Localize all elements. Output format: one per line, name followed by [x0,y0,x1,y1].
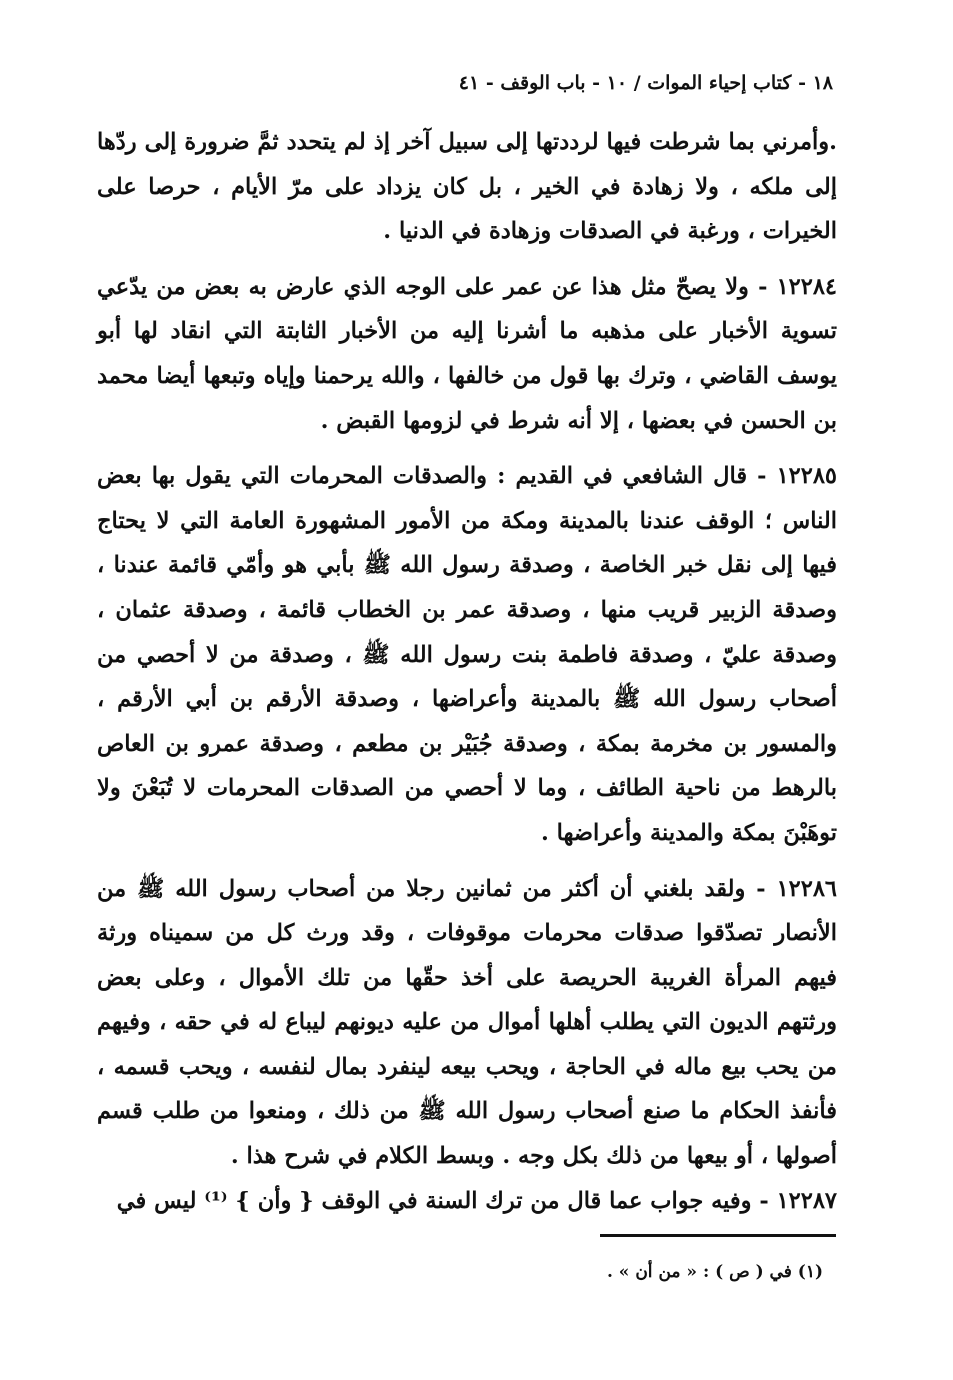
footnote-rule [600,1234,836,1237]
running-header-title: ١٨ - كتاب إحياء الموات / ١٠ - باب الوقف - ٤١ [458,72,833,94]
paragraph-number: ١٢٢٨٤ [776,273,837,300]
page-header [95,62,833,106]
paragraph-number: ١٢٢٨٧ [776,1187,837,1214]
paragraph-12287 [97,1179,837,1224]
paragraph-text: - ولا يصحّ مثل هذا عن عمر على الوجه الذي عارض به بعض من يدّعي تسوية الأخبار على مذهبه ما أشرنا إليه من الأخبار الثابتة التي انقاد لها أبو يوسف القاضي ، وترك بها قول من خالفها ، والله يرحمنا وإياه وتبعها أيضا محمد بن الحسن في بعضها ، إلا أنه شرط في لزومها القبض . [97,273,837,434]
paragraph-text: .وأمرني بما شرطت فيها لرددتها إلى سبيل آخر إذ لم يتحدد ثمَّ ضرورة إلى ردّها إلى ملكه ، ولا زهادة في الخير ، بل كان يزداد على مرّ الأيام ، حرصا على الخيرات ، ورغبة في الصدقات وزهادة في الدنيا . [97,129,837,245]
body-text [97,120,837,1223]
paragraph-number: ١٢٢٨٦ [776,875,837,902]
paragraph-12284 [97,265,837,443]
paragraph-number: ١٢٢٨٥ [776,463,837,490]
paragraph-text: - وفيه جواب عما قال من ترك السنة في الوقف { وأن } ⁽¹⁾ ليس في [116,1187,777,1214]
paragraph-12286 [97,867,837,1179]
paragraph-12285 [97,454,837,855]
paragraph-text: - ولقد بلغني أن أكثر من ثمانين رجلا من أصحاب رسول الله ﷺ من الأنصار تصدّقوا صدقات محرمات موقوفات ، وقد ورث كل من سميناه ورثة فيهم المرأة الغريبة الحريصة على أخذ حقّها من تلك الأموال ، وعلى بعض ورثتهم الديون التي يطلب أهلها أموال من عليه ديونهم ليباع له في حقه ، وفيهم من يحب بيع ماله في الحاجة ، ويحب بيعه لينفرد بمال لنفسه ، ويحب قسمه ، فأنفذ الحكام ما صنع أصحاب رسول الله ﷺ من ذلك ، ومنعوا من طلب قسم أصولها ، أو بيعها من ذلك بكل وجه . وبسط الكلام في شرح هذا . [97,875,837,1170]
paragraph-text: - قال الشافعي في القديم : والصدقات المحرمات التي يقول بها بعض الناس ؛ الوقف عندنا بالمدينة ومكة من الأمور المشهورة العامة التي لا يحتاج فيها إلى نقل خبر الخاصة ، وصدقة رسول الله ﷺ بأبي هو وأمّي قائمة عندنا ، وصدقة الزبير قريب منها ، وصدقة عمر بن الخطاب قائمة ، وصدقة عثمان ، وصدقة عليّ ، وصدقة فاطمة بنت رسول الله ﷺ ، وصدقة من لا أحصي من أصحاب رسول الله ﷺ بالمدينة وأعراضها ، وصدقة الأرقم بن أبي الأرقم ، والمسور بن مخرمة بمكة ، وصدقة جُبَيْر بن مطعم ، وصدقة عمرو بن العاص بالرهط من ناحية الطائف ، وما لا أحصي من الصدقات المحرمات لا تُبَعْنَ ولا توهَبْنَ بمكة والمدينة وأعراضها . [97,463,837,846]
paragraph-continuation [97,120,837,254]
footnote: (١) في ( ص ) : « من أن » . [606,1262,823,1282]
